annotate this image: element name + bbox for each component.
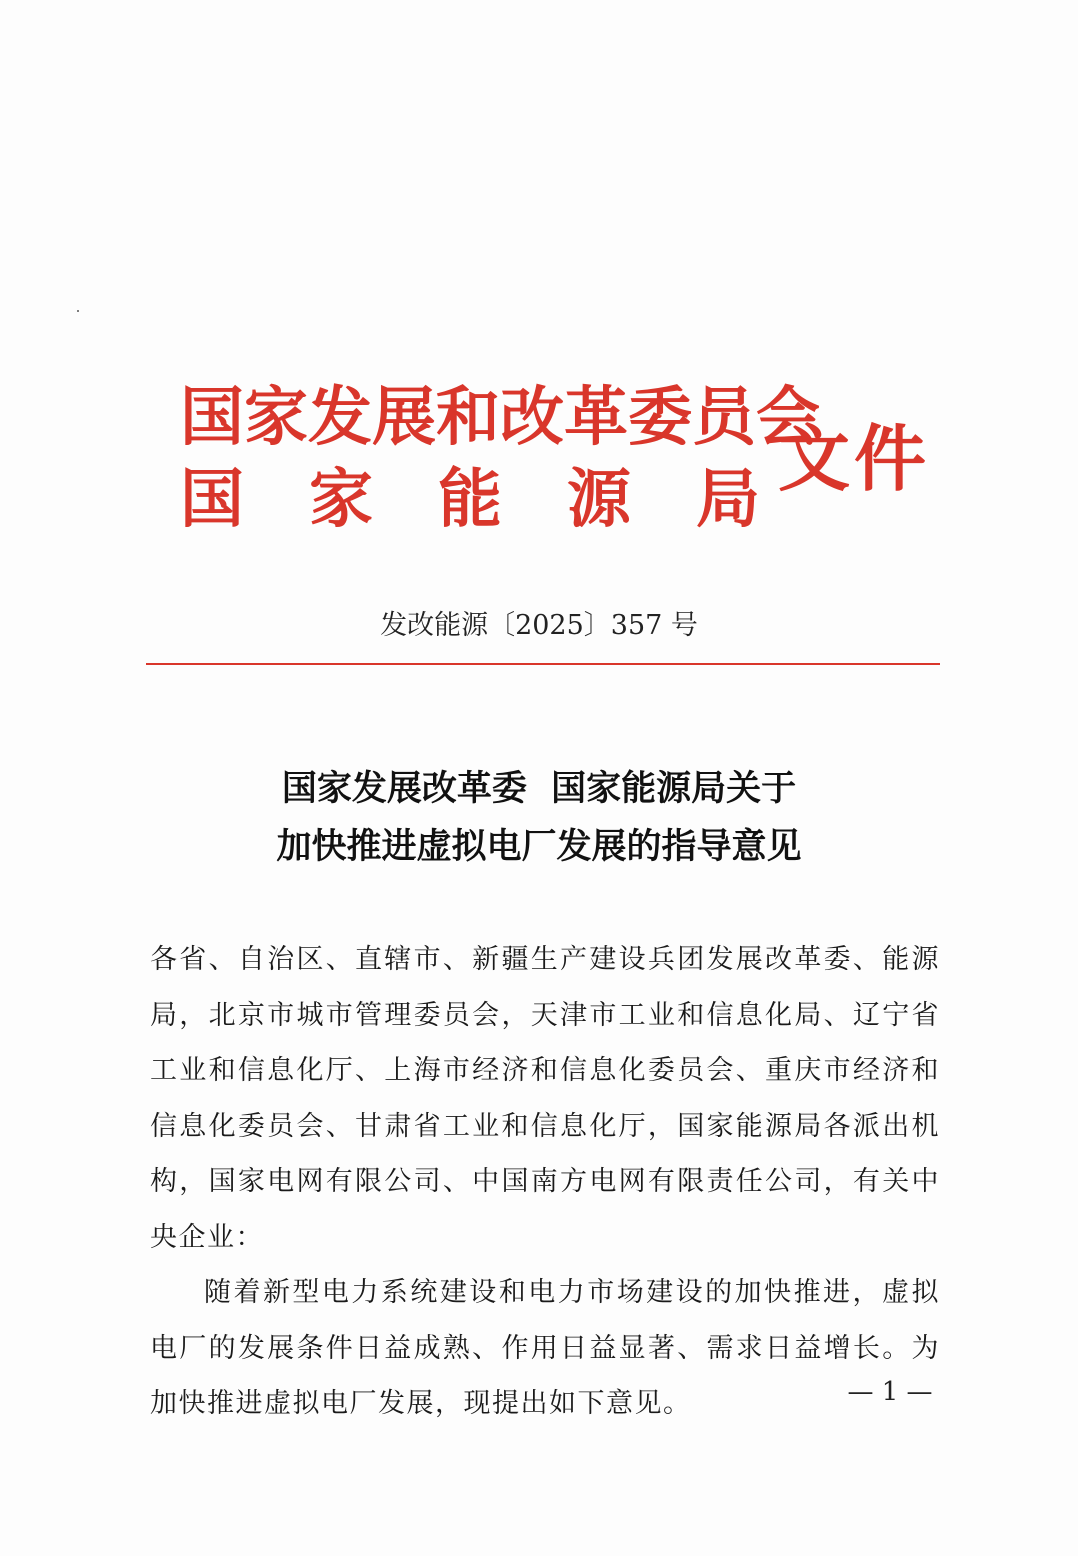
addressees-paragraph: 各省、自治区、直辖市、新疆生产建设兵团发展改革委、能源局，北京市城市管理委员会，天津市工业和信息化局、辽宁省工业和信息化厅、上海市经济和信息化委员会、重庆市经济和信息化委员会、甘肃省工业和信息化厅，国家能源局各派出机构，国家电网有限公司、中国南方电网有限责任公司，有关中央企业： [150,944,940,1253]
title-line-1: 国家发展改革委 国家能源局关于 [281,768,797,809]
scan-speck [77,310,79,312]
body-paragraph: 随着新型电力系统建设和电力市场建设的加快推进，虚拟电厂的发展条件日益成熟、作用日益显著、需求日益增长。为加快推进虚拟电厂发展，现提出如下意见。 [150,1277,940,1419]
masthead-char: 国 [180,462,244,537]
masthead-char: 能 [438,462,502,537]
document-title [0,760,1078,876]
page-number: — 1 — [847,1377,933,1407]
masthead-char: 源 [567,462,631,537]
title-line-2: 加快推进虚拟电厂发展的指导意见 [276,826,802,867]
document-number: 发改能源〔2025〕357 号 [380,610,698,641]
masthead-char: 家 [309,462,373,537]
masthead-issuer-ndrc: 国家发展和改革委员会 [180,380,820,455]
masthead-issuer-nea [180,460,760,540]
masthead-suffix: 文件 [778,416,931,501]
masthead-char: 局 [696,462,760,537]
masthead [180,378,931,538]
red-divider-line [146,663,940,665]
document-body [150,932,940,1432]
